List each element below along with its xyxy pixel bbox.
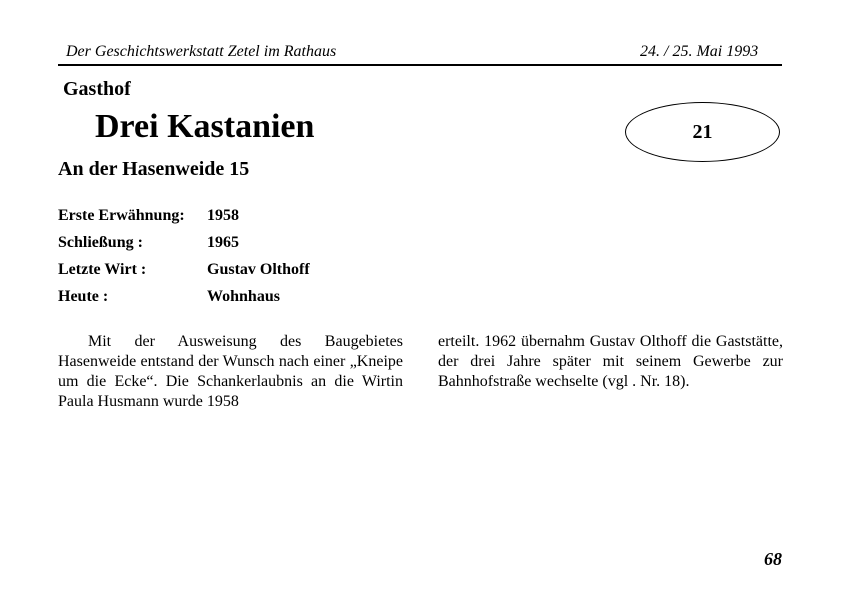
fact-row	[58, 205, 458, 232]
header-rule	[58, 64, 782, 66]
facts-list	[58, 205, 458, 313]
page-number: 68	[764, 549, 782, 569]
running-header-title: Der Geschichtswerkstatt Zetel im Rathaus	[66, 43, 337, 60]
category-label: Gasthof	[63, 78, 131, 100]
fact-label: Schließung :	[58, 234, 143, 251]
fact-value: 1965	[207, 234, 239, 251]
fact-row	[58, 232, 458, 259]
fact-value: 1958	[207, 207, 239, 224]
body-text-right-column: erteilt. 1962 übernahm Gustav Olthoff die Gaststätte, der drei Jahre später mit seinem Gewerbe zur Bahnhofstraße wechselte (vgl . Nr. 18).	[438, 333, 783, 390]
fact-value: Wohnhaus	[207, 288, 280, 305]
address: An der Hasenweide 15	[58, 158, 250, 180]
page-title: Drei Kastanien	[95, 108, 315, 145]
fact-row	[58, 259, 458, 286]
entry-number: 21	[692, 120, 713, 143]
body-text-left-column: Mit der Ausweisung des Baugebietes Hasenweide entstand der Wunsch nach einer „Kneipe um die Ecke“. Die Schankerlaubnis an die Wirtin Paula Husmann wurde 1958	[58, 333, 403, 410]
entry-number-badge	[625, 102, 780, 162]
fact-row	[58, 286, 458, 313]
fact-value: Gustav Olthoff	[207, 261, 310, 278]
running-header-date: 24. / 25. Mai 1993	[640, 43, 759, 60]
fact-label: Heute :	[58, 288, 109, 305]
fact-label: Erste Erwähnung:	[58, 207, 185, 224]
fact-label: Letzte Wirt :	[58, 261, 147, 278]
